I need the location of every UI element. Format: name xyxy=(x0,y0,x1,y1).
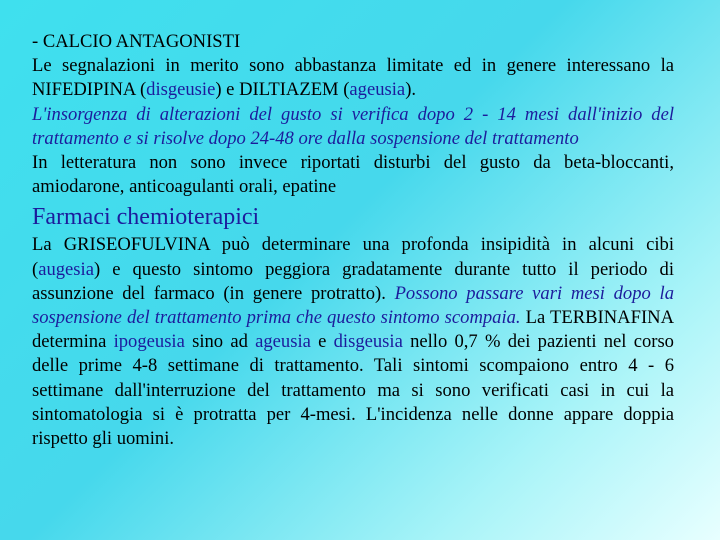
text-run: ) e questo sintomo peggiora gradatamente durante tutto il periodo di assunzione del farmaco (in genere protratto). xyxy=(32,258,674,304)
text-run: nello 0,7 % dei pazienti nel corso delle prime 4-8 settimane di trattamento. Tali sintomi scompaiono entro 4 - 6 settimane dall'interruzione del trattamento ma si sono verificati casi in cui la sintomatologia si è protratta per 4-mesi. L'incidenza nelle donne appare doppia rispetto gli uomini. xyxy=(32,331,674,450)
text-run: La GRISEOFULVINA può determinare una profonda insipidità in alcuni cibi ( xyxy=(32,234,674,280)
text-run: ) e DILTIAZEM ( xyxy=(215,79,350,101)
text-run: e xyxy=(310,331,334,353)
slide-content xyxy=(32,30,674,451)
term-ageusia: ageusia xyxy=(255,331,311,353)
term-augesia: augesia xyxy=(38,258,94,280)
term-disgeusie: disgeusie xyxy=(146,79,216,101)
term-disgeusia: disgeusia xyxy=(333,331,403,353)
section-title-calcio-antagonisti: - CALCIO ANTAGONISTI xyxy=(32,31,241,52)
text-run: sino ad xyxy=(184,331,256,353)
paragraph-letteratura: In letteratura non sono invece riportati disturbi del gusto da beta-bloccanti, amiodarone, anticoagulanti orali, epatine xyxy=(32,152,674,198)
term-ipogeusia: ipogeusia xyxy=(113,331,185,353)
heading-farmaci-chemioterapici: Farmaci chemioterapici xyxy=(32,204,260,231)
paragraph-griseofulvina xyxy=(32,233,674,451)
term-ageusia: ageusia xyxy=(349,79,406,101)
italic-note: Possono passare vari mesi dopo la sospensione del trattamento prima che questo sintomo scompaia. xyxy=(32,282,675,329)
text-run: Le segnalazioni in merito sono abbastanza limitate ed in genere interessano la NIFEDIPINA ( xyxy=(32,55,674,101)
paragraph-insorgenza: L'insorgenza di alterazioni del gusto si verifica dopo 2 - 14 mesi dall'inizio del trattamento e si risolve dopo 24-48 ore dalla sospensione del trattamento xyxy=(32,103,674,149)
paragraph-segnalazioni xyxy=(32,54,674,102)
text-run: ). xyxy=(405,79,417,101)
text-run: La TERBINAFINA determina xyxy=(32,307,674,353)
